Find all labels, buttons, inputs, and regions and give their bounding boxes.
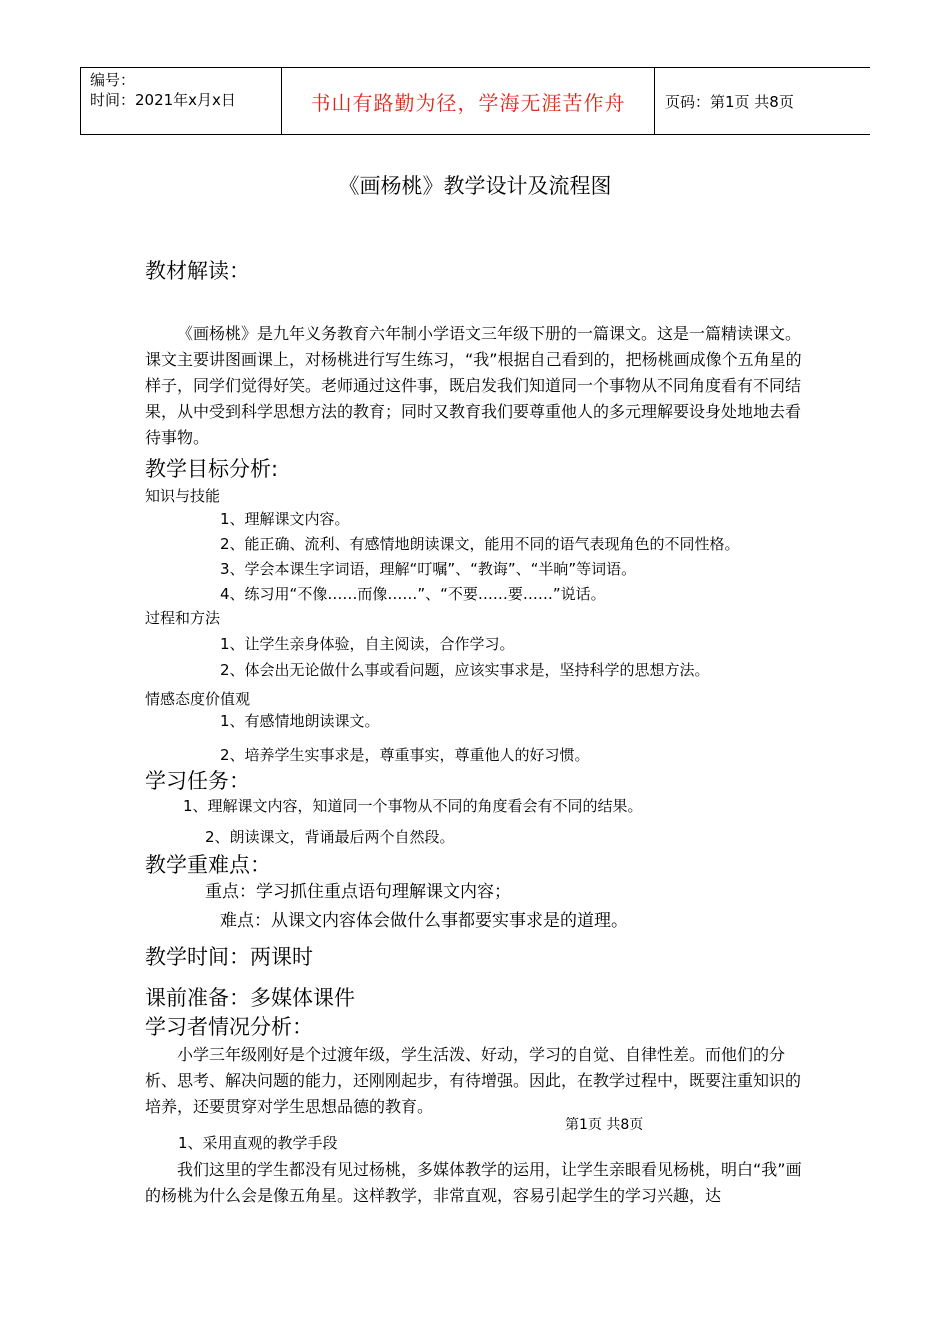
task-item: 2、朗读课文，背诵最后两个自然段。 <box>205 828 455 846</box>
motto: 书山有路勤为径，学海无涯苦作舟 <box>310 90 626 115</box>
goals-knowledge-item: 4、练习用“不像……而像……”、“不要……要……”说话。 <box>220 585 606 603</box>
page-footer: 第1页 共8页 <box>565 1117 644 1133</box>
section-heading-reading: 教材解读： <box>145 259 250 283</box>
section-heading-tasks: 学习任务： <box>145 769 250 793</box>
goals-process-title: 过程和方法 <box>145 609 221 627</box>
goals-knowledge-title: 知识与技能 <box>145 487 221 505</box>
preparation: 课前准备：多媒体课件 <box>145 986 355 1010</box>
goals-process-item: 1、让学生亲身体验，自主阅读，合作学习。 <box>220 635 515 653</box>
goals-process-item: 2、体会出无论做什么事或看问题，应该实事求是，坚持科学的思想方法。 <box>220 661 710 679</box>
learners-method-paragraph: 我们这里的学生都没有见过杨桃，多媒体教学的运用，让学生亲眼看见杨桃，明白“我”画的杨桃为什么会是像五角星。这样教学，非常直观，容易引起学生的学习兴趣，达 <box>145 1160 802 1205</box>
serial-label: 编号： <box>90 71 136 89</box>
difficult-point: 难点：从课文内容体会做什么事都要实事求是的道理。 <box>220 911 628 931</box>
header-table <box>80 67 870 135</box>
goals-emotion-item: 2、培养学生实事求是，尊重事实，尊重他人的好习惯。 <box>220 746 590 764</box>
reading-paragraph: 《画杨桃》是九年义务教育六年制小学语文三年级下册的一篇课文。这是一篇精读课文。课文主要讲图画课上，对杨桃进行写生练习，“我”根据自己看到的，把杨桃画成像个五角星的样子，同学们觉得好笑。老师通过这件事，既启发我们知道同一个事物从不同角度看有不同结果，从中受到科学思想方法的教育；同时又教育我们要尊重他人的多元理解要设身处地地去看待事物。 <box>145 324 802 447</box>
goals-emotion-item: 1、有感情地朗读课文。 <box>220 712 380 730</box>
date-label: 时间：2021年x月x日 <box>90 91 236 109</box>
header-info-cell <box>81 68 282 134</box>
header-motto-cell <box>282 68 655 134</box>
key-point: 重点：学习抓住重点语句理解课文内容； <box>205 882 511 902</box>
document-title: 《画杨桃》教学设计及流程图 <box>338 174 612 198</box>
teaching-time: 教学时间：两课时 <box>145 945 313 969</box>
goals-knowledge-item: 3、学会本课生字词语，理解“叮嘱”、“教诲”、“半晌”等词语。 <box>220 560 637 578</box>
learners-paragraph: 小学三年级刚好是个过渡年级，学生活泼、好动，学习的自觉、自律性差。而他们的分析、思考、解决问题的能力，还刚刚起步，有待增强。因此，在教学过程中，既要注重知识的培养，还要贯穿对学生思想品德的教育。 <box>145 1045 802 1116</box>
section-heading-learners: 学习者情况分析： <box>145 1015 313 1039</box>
goals-emotion-title: 情感态度价值观 <box>145 690 251 708</box>
header-page-cell <box>655 68 870 134</box>
goals-knowledge-item: 1、理解课文内容。 <box>220 510 350 528</box>
section-heading-goals: 教学目标分析: <box>145 457 279 481</box>
learners-method-title: 1、采用直观的教学手段 <box>178 1134 338 1152</box>
goals-knowledge-item: 2、能正确、流利、有感情地朗读课文，能用不同的语气表现角色的不同性格。 <box>220 535 740 553</box>
task-item: 1、理解课文内容，知道同一个事物从不同的角度看会有不同的结果。 <box>183 797 643 815</box>
section-heading-key-points: 教学重难点： <box>145 853 271 877</box>
page-label: 页码：第1页 共8页 <box>665 92 794 111</box>
